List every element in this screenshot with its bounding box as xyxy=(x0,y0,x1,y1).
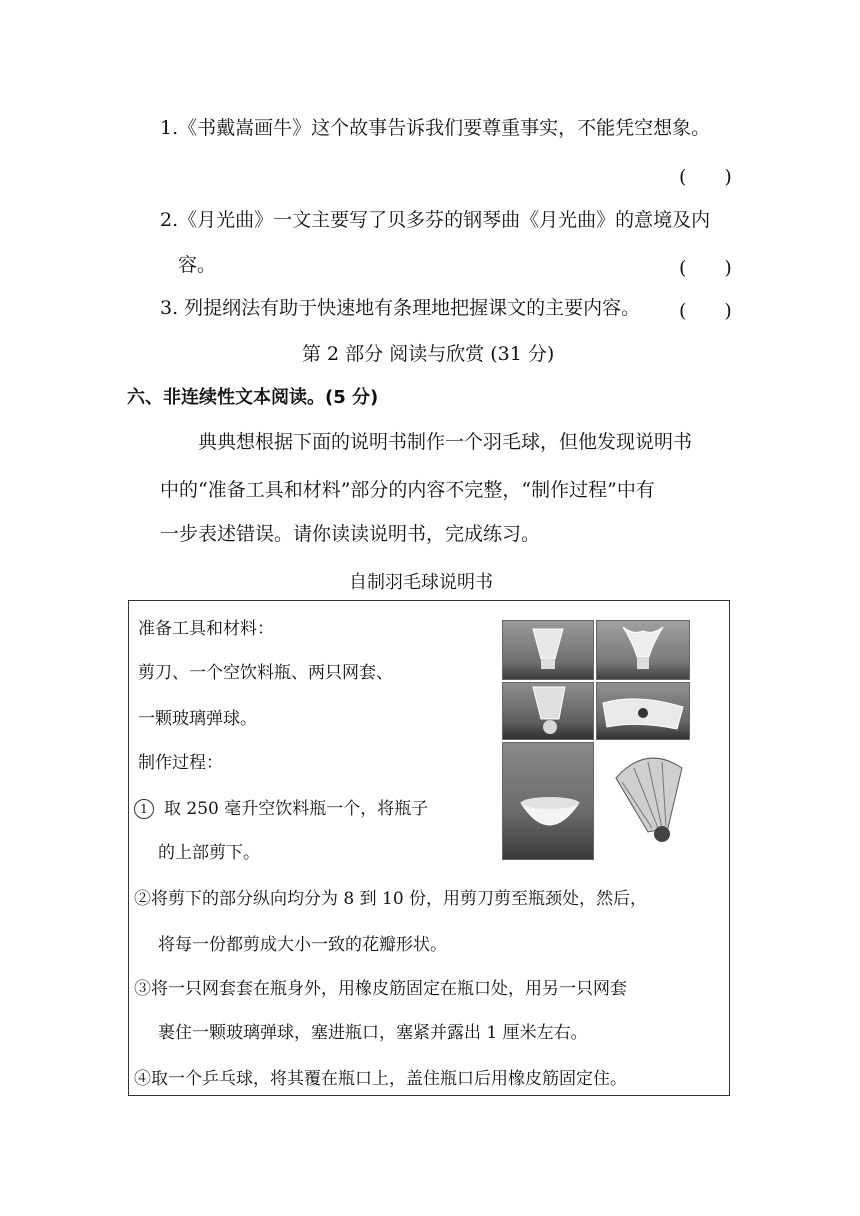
photo-pingpong-cup xyxy=(502,742,594,860)
step-3-line-1: ③将一只网套套在瓶身外，用橡皮筋固定在瓶口处，用另一只网套 xyxy=(134,979,627,999)
intro-line-2: 中的“准备工具和材料”部分的内容不完整，“制作过程”中有 xyxy=(160,479,655,501)
photo-net-marble xyxy=(596,682,690,740)
judgment-item-3: 3. 列提纲法有助于快速地有条理地把握课文的主要内容。 xyxy=(160,297,641,319)
judgment-item-2-cont: 容。 xyxy=(178,254,217,276)
cup-icon xyxy=(503,743,593,859)
part-title: 第 2 部分 阅读与欣赏 (31 分) xyxy=(302,343,555,365)
answer-paren-3[interactable]: ( ) xyxy=(679,300,732,322)
answer-paren-2[interactable]: ( ) xyxy=(679,257,732,279)
step-1-line-2: 的上部剪下。 xyxy=(158,843,260,863)
petal-bottle-icon xyxy=(597,621,689,679)
materials-label: 准备工具和材料： xyxy=(138,619,274,639)
answer-paren-1[interactable]: ( ) xyxy=(679,166,732,188)
photo-bottle-petals xyxy=(596,620,690,680)
shuttlecock-icon xyxy=(602,748,690,858)
judgment-item-1: 1.《书戴嵩画牛》这个故事告诉我们要尊重事实，不能凭空想象。 xyxy=(160,117,711,139)
shuttle-photo-icon xyxy=(503,621,593,679)
net-marble-icon xyxy=(597,683,689,739)
net-shuttle-icon xyxy=(503,683,593,739)
section-heading: 六、非连续性文本阅读。(5 分) xyxy=(127,387,379,408)
materials-line-2: 一颗玻璃弹球。 xyxy=(138,709,257,729)
process-label: 制作过程： xyxy=(138,753,223,773)
intro-line-3: 一步表述错误。请你读读说明书，完成练习。 xyxy=(160,523,541,545)
intro-line-1: 典典想根据下面的说明书制作一个羽毛球，但他发现说明书 xyxy=(198,431,693,453)
photo-finished-shuttle xyxy=(602,748,690,858)
photo-net-wrap xyxy=(502,682,594,740)
manual-title: 自制羽毛球说明书 xyxy=(349,572,493,593)
materials-line-1: 剪刀、一个空饮料瓶、两只网套、 xyxy=(138,663,393,683)
step-3-line-2: 裹住一颗玻璃弹球，塞进瓶口，塞紧并露出 1 厘米左右。 xyxy=(158,1023,588,1043)
step-2-line-2: 将每一份都剪成大小一致的花瓣形状。 xyxy=(158,935,447,955)
step-2-line-1: ②将剪下的部分纵向均分为 8 到 10 份，用剪刀剪至瓶颈处，然后， xyxy=(134,889,648,909)
step-1-number: 1 xyxy=(134,799,154,819)
step-1-line-1 xyxy=(134,794,428,819)
step-1-text: 取 250 毫升空饮料瓶一个，将瓶子 xyxy=(164,799,429,819)
photo-bottle-cut xyxy=(502,620,594,680)
step-4-line-1: ④取一个乒乓球，将其覆在瓶口上，盖住瓶口后用橡皮筋固定住。 xyxy=(134,1069,627,1089)
judgment-item-2: 2.《月光曲》一文主要写了贝多芬的钢琴曲《月光曲》的意境及内 xyxy=(160,209,711,231)
